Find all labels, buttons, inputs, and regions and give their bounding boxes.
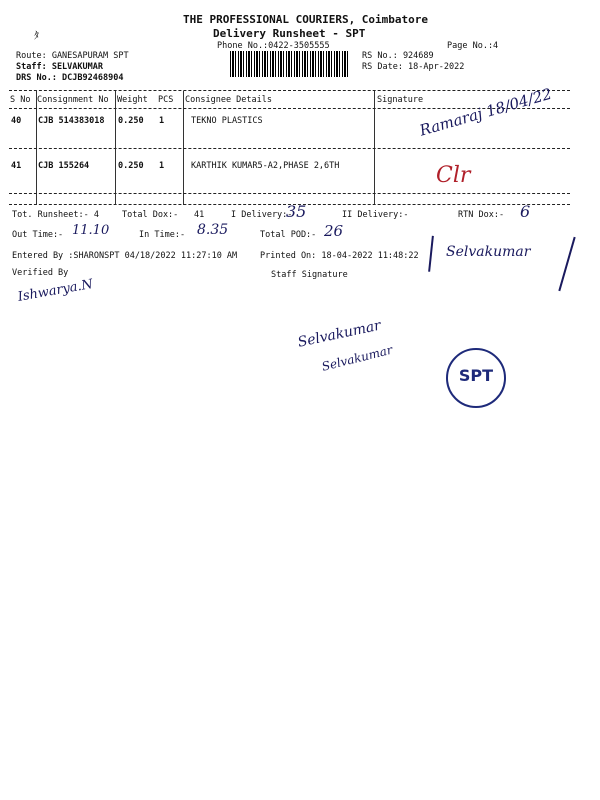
ii-delivery-label: II Delivery:- bbox=[342, 210, 409, 220]
col-header-consignment: Consignment No bbox=[37, 95, 109, 105]
rs-date: RS Date: 18-Apr-2022 bbox=[362, 62, 465, 72]
staff-signature-2: Selvakumar bbox=[320, 342, 394, 374]
row-rule bbox=[9, 148, 570, 149]
rtn-dox-label: RTN Dox:- bbox=[458, 210, 505, 220]
tot-runsheet: Tot. Runsheet:- 4 bbox=[12, 210, 99, 220]
cell-consignment: CJB 155264 bbox=[38, 161, 90, 171]
verified-by-label: Verified By bbox=[12, 268, 69, 278]
col-header-pcs: PCS bbox=[158, 95, 174, 105]
staff-signature-label: Staff Signature bbox=[271, 270, 348, 280]
staff-signature-1: Selvakumar bbox=[296, 317, 383, 351]
cell-signature: Ramaraj 18/04/22 bbox=[417, 84, 554, 140]
cell-signature: Clr bbox=[436, 163, 471, 188]
spt-stamp bbox=[446, 348, 506, 408]
bracket-mark bbox=[428, 236, 438, 272]
route: Route: GANESAPURAM SPT bbox=[16, 51, 129, 61]
out-time-value: 11.10 bbox=[72, 223, 110, 238]
page-number: Page No.:4 bbox=[447, 41, 499, 51]
rtn-dox-value: 6 bbox=[520, 202, 531, 221]
cell-pcs: 1 bbox=[159, 116, 165, 126]
total-dox-value: 41 bbox=[194, 210, 205, 220]
row-rule bbox=[9, 193, 570, 194]
note-slash-mark bbox=[558, 237, 575, 291]
total-pod-label: Total POD:- bbox=[260, 230, 317, 240]
cell-sno: 41 bbox=[11, 161, 22, 171]
printed-on: Printed On: 18-04-2022 11:48:22 bbox=[260, 251, 419, 261]
runsheet-title: Delivery Runsheet - SPT bbox=[213, 27, 366, 40]
cell-consignee: KARTHIK KUMAR5-A2,PHASE 2,6TH bbox=[191, 161, 340, 171]
col-header-sno: S No bbox=[10, 95, 31, 105]
entered-by: Entered By :SHARONSPT 04/18/2022 11:27:10 AM bbox=[12, 251, 238, 261]
cell-weight: 0.250 bbox=[118, 161, 144, 171]
right-handwritten-note: Selvakumar bbox=[446, 244, 531, 260]
phone-number: Phone No.:0422-3505555 bbox=[217, 41, 330, 51]
total-pod-value: 26 bbox=[324, 222, 344, 240]
drs-number: DRS No.: DCJB92468904 bbox=[16, 73, 124, 83]
stamp-text: SPT bbox=[458, 366, 494, 385]
in-time-label: In Time:- bbox=[139, 230, 186, 240]
verifier-signature: Ishwarya.N bbox=[16, 276, 95, 305]
col-header-weight: Weight bbox=[117, 95, 148, 105]
rs-number: RS No.: 924689 bbox=[362, 51, 434, 61]
barcode bbox=[230, 51, 348, 77]
total-dox-label: Total Dox:- bbox=[122, 210, 179, 220]
cell-consignee: TEKNO PLASTICS bbox=[191, 116, 263, 126]
col-header-signature: Signature bbox=[377, 95, 424, 105]
cell-pcs: 1 bbox=[159, 161, 165, 171]
in-time-value: 8.35 bbox=[197, 222, 229, 238]
table-top-rule bbox=[9, 90, 570, 91]
i-delivery-label: I Delivery:- bbox=[231, 210, 293, 220]
col-header-consignee: Consignee Details bbox=[185, 95, 272, 105]
corner-mark: ﾀ bbox=[34, 31, 39, 42]
company-title: THE PROFESSIONAL COURIERS, Coimbatore bbox=[183, 13, 429, 26]
staff-name: Staff: SELVAKUMAR bbox=[16, 62, 103, 72]
out-time-label: Out Time:- bbox=[12, 230, 64, 240]
cell-consignment: CJB 514383018 bbox=[38, 116, 105, 126]
i-delivery-value: 35 bbox=[286, 202, 307, 221]
cell-sno: 40 bbox=[11, 116, 22, 126]
cell-weight: 0.250 bbox=[118, 116, 144, 126]
